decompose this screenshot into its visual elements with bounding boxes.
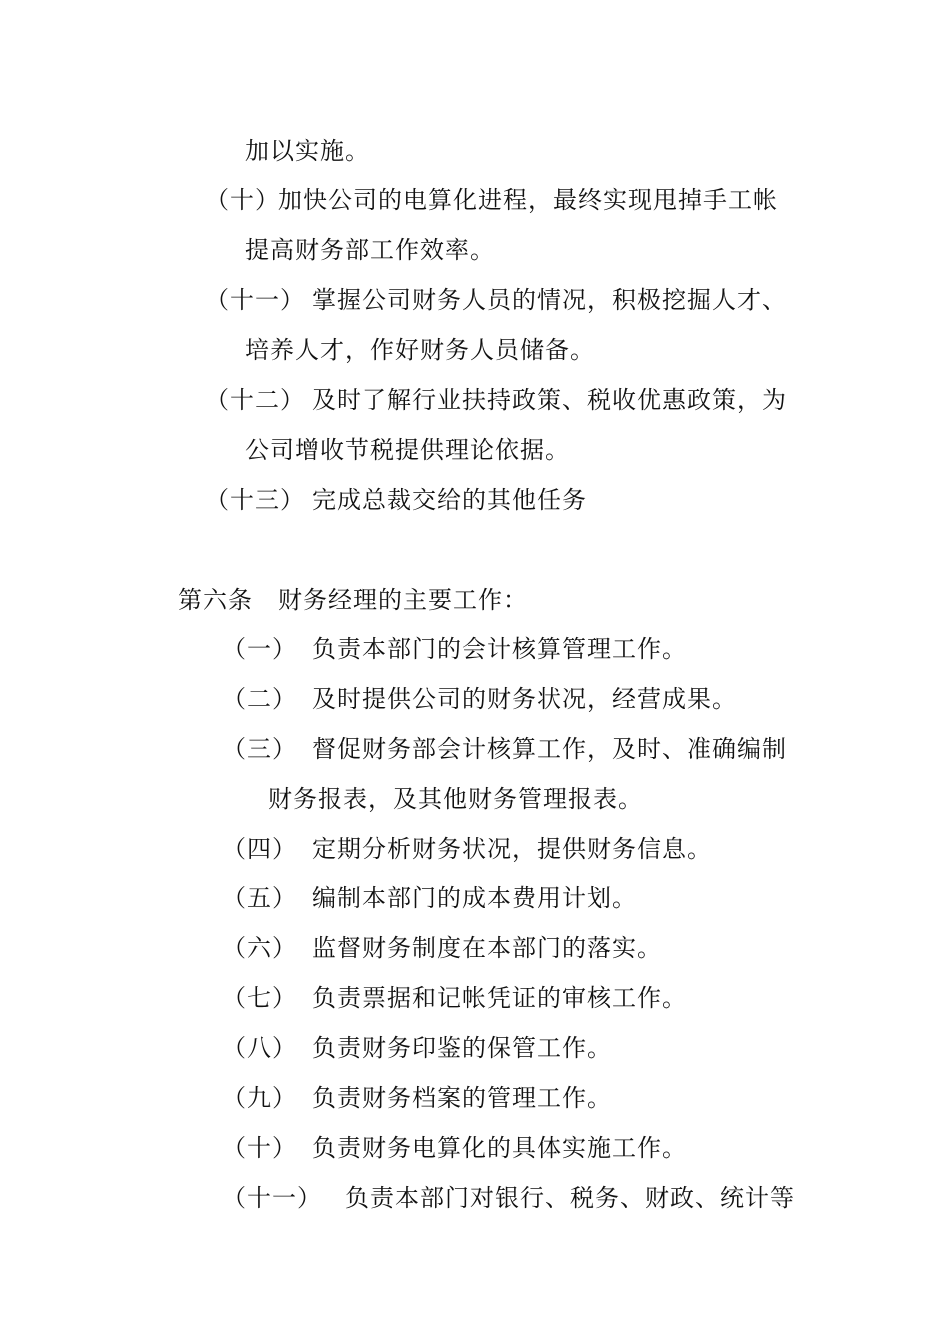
list-item-continuation: 公司增收节税提供理论依据。 [245, 436, 570, 464]
list-item-text: 掌握公司财务人员的情况，积极挖掘人才、 [312, 286, 787, 314]
list-item-marker: （十） [222, 1134, 297, 1162]
list-item-continuation: 提高财务部工作效率。 [245, 236, 495, 264]
list-item-text: 监督财务制度在本部门的落实。 [312, 934, 662, 962]
list-item-marker: （六） [222, 934, 297, 962]
list-item-marker: （九） [222, 1084, 297, 1112]
list-item-marker: （十） [205, 186, 280, 214]
list-item-marker: （七） [222, 984, 297, 1012]
list-item-text: 完成总裁交给的其他任务 [312, 486, 587, 514]
list-item-text: 编制本部门的成本费用计划。 [312, 884, 637, 912]
list-item-continuation: 培养人才，作好财务人员储备。 [245, 336, 595, 364]
list-item-text: 负责财务电算化的具体实施工作。 [312, 1134, 687, 1162]
list-item-text: 负责本部门的会计核算管理工作。 [312, 635, 687, 663]
list-item-text: 加快公司的电算化进程，最终实现甩掉手工帐 [278, 186, 778, 214]
list-item-text: 负责票据和记帐凭证的审核工作。 [312, 984, 687, 1012]
list-item-text: 督促财务部会计核算工作，及时、准确编制 [312, 735, 787, 763]
list-item-marker: （二） [222, 685, 297, 713]
list-item-marker: （五） [222, 884, 297, 912]
list-item-marker: （十一） [205, 286, 305, 314]
list-item-marker: （十一） [222, 1184, 322, 1212]
article-heading: 第六条 财务经理的主要工作： [178, 586, 528, 614]
list-item-text: 负责财务印鉴的保管工作。 [312, 1034, 612, 1062]
list-item-marker: （十三） [205, 486, 305, 514]
list-item-text: 负责财务档案的管理工作。 [312, 1084, 612, 1112]
list-item-marker: （一） [222, 635, 297, 663]
list-item-marker: （四） [222, 835, 297, 863]
list-item-text: 定期分析财务状况，提供财务信息。 [312, 835, 712, 863]
list-item-continuation: 财务报表，及其他财务管理报表。 [268, 785, 643, 813]
continuation-line: 加以实施。 [245, 137, 370, 165]
list-item-text: 及时了解行业扶持政策、税收优惠政策，为 [312, 386, 787, 414]
list-item-marker: （十二） [205, 386, 305, 414]
list-item-text: 负责本部门对银行、税务、财政、统计等 [345, 1184, 795, 1212]
list-item-text: 及时提供公司的财务状况，经营成果。 [312, 685, 737, 713]
list-item-marker: （三） [222, 735, 297, 763]
list-item-marker: （八） [222, 1034, 297, 1062]
